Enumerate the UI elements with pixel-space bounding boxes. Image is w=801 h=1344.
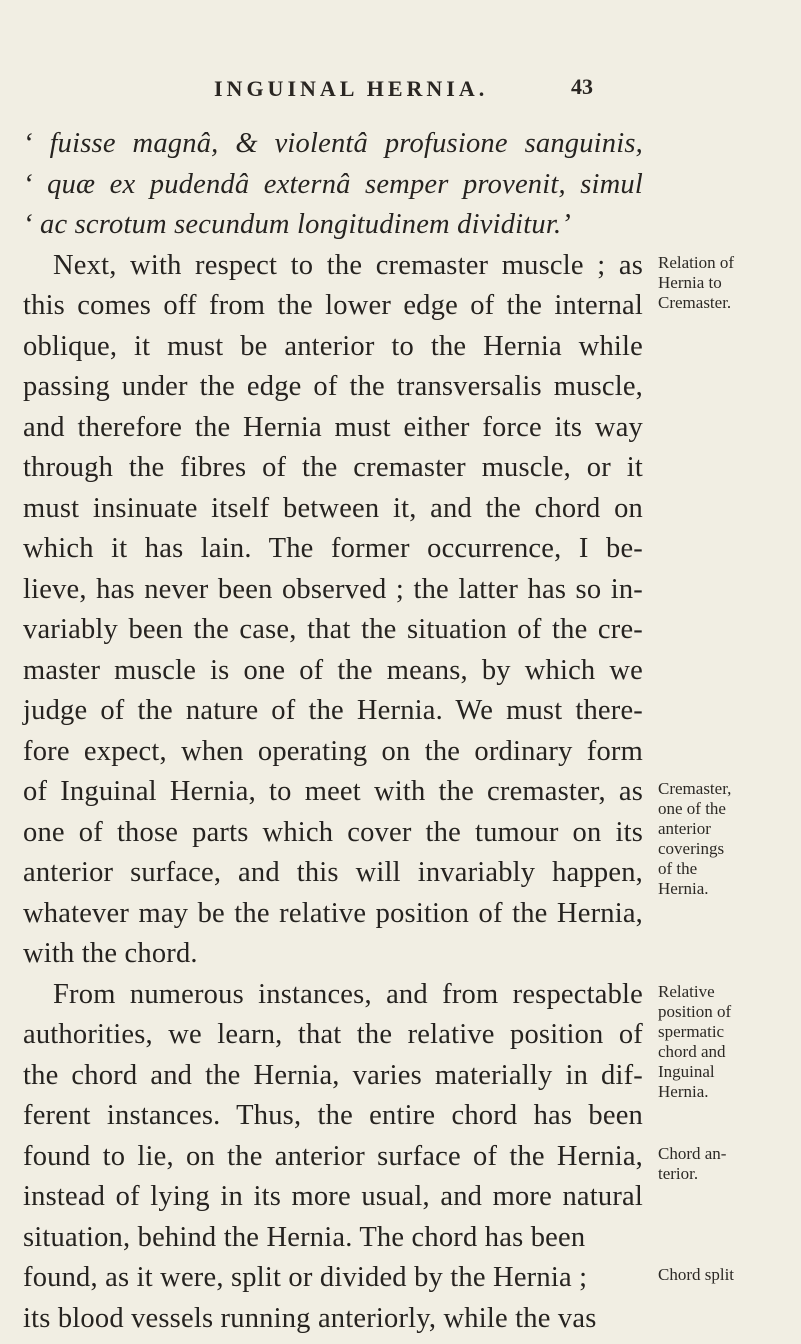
margin-note-relation xyxy=(658,253,798,313)
text-line: found to lie, on the anterior surface of the Hernia, xyxy=(23,1140,643,1172)
text-line: of Inguinal Hernia, to meet with the cremaster, as xyxy=(23,776,643,807)
page-number: 43 xyxy=(571,74,593,99)
text-line: lieve, has never been observed ; the latter has so in- xyxy=(23,573,643,605)
margin-note-line: Relation of xyxy=(658,252,735,272)
text-line: must insinuate itself between it, and the chord on xyxy=(23,492,643,524)
margin-note-line: terior. xyxy=(658,1163,699,1183)
margin-note-line: of the xyxy=(658,859,698,878)
text-line: found, as it were, split or divided by the Hernia ; xyxy=(23,1262,588,1293)
text-line: ‘ ac scrotum secundum longitudinem dividitur.’ xyxy=(23,209,571,240)
margin-note-line: chord and xyxy=(658,1041,726,1061)
text-line: instead of lying in its more usual, and more natural xyxy=(23,1181,643,1212)
margin-note-line: spermatic xyxy=(658,1021,725,1041)
margin-note-line: Cremaster, xyxy=(658,779,732,798)
text-line: and therefore the Hernia must either force its way xyxy=(23,411,643,443)
margin-note-line: Cremaster. xyxy=(658,292,732,312)
margin-note-line: Inguinal xyxy=(658,1061,715,1081)
text-line: From numerous instances, and from respectable xyxy=(53,978,643,1010)
text-line: variably been the case, that the situation of the cre- xyxy=(23,614,643,645)
text-line: this comes off from the lower edge of the internal xyxy=(23,290,643,321)
text-line: anterior surface, and this will invariably happen, xyxy=(23,857,643,888)
text-line: oblique, it must be anterior to the Hernia while xyxy=(23,330,643,362)
text-line: ferent instances. Thus, the entire chord has been xyxy=(23,1100,643,1131)
margin-note-line: Hernia to xyxy=(658,272,722,292)
text-line: passing under the edge of the transversalis muscle, xyxy=(23,371,643,402)
text-line: ‘ fuisse magnâ, & violentâ profusione sanguinis, xyxy=(23,128,643,159)
margin-note-line: position of xyxy=(658,1001,732,1021)
text-line: judge of the nature of the Hernia. We must there- xyxy=(23,695,643,726)
text-line: its blood vessels running anteriorly, while the vas xyxy=(23,1302,597,1334)
text-line: whatever may be the relative position of the Hernia, xyxy=(23,897,643,929)
text-line: which it has lain. The former occurrence, I be- xyxy=(23,533,643,564)
margin-note-chord-split xyxy=(658,1265,798,1285)
text-line: fore expect, when operating on the ordinary form xyxy=(23,735,643,767)
text-line: situation, behind the Hernia. The chord has been xyxy=(23,1221,586,1253)
text-line: through the fibres of the cremaster muscle, or it xyxy=(23,452,643,483)
margin-note-line: Chord an- xyxy=(658,1143,727,1163)
margin-note-cremaster xyxy=(658,779,798,899)
text-line: with the chord. xyxy=(23,938,198,969)
text-line: authorities, we learn, that the relative position of xyxy=(23,1019,643,1050)
text-line: ‘ quæ ex pudendâ externâ semper provenit, simul xyxy=(23,168,643,200)
running-title: INGUINAL HERNIA. xyxy=(214,76,489,101)
text-line: one of those parts which cover the tumour on its xyxy=(23,816,643,848)
text-line: the chord and the Hernia, varies materially in dif- xyxy=(23,1059,643,1091)
margin-note-line: coverings xyxy=(658,839,725,858)
margin-note-relative-position xyxy=(658,982,798,1102)
text-line: Next, with respect to the cremaster muscle ; as xyxy=(53,249,643,281)
margin-note-line: one of the xyxy=(658,799,726,818)
margin-note-line: Hernia. xyxy=(658,1081,709,1101)
margin-note-line: anterior xyxy=(658,819,711,838)
text-line: master muscle is one of the means, by which we xyxy=(23,654,643,686)
margin-note-line: Relative xyxy=(658,981,715,1001)
page-header xyxy=(0,74,801,114)
margin-note-chord-anterior xyxy=(658,1144,798,1184)
margin-note-line: Hernia. xyxy=(658,879,709,898)
margin-note-line: Chord split xyxy=(658,1265,735,1284)
